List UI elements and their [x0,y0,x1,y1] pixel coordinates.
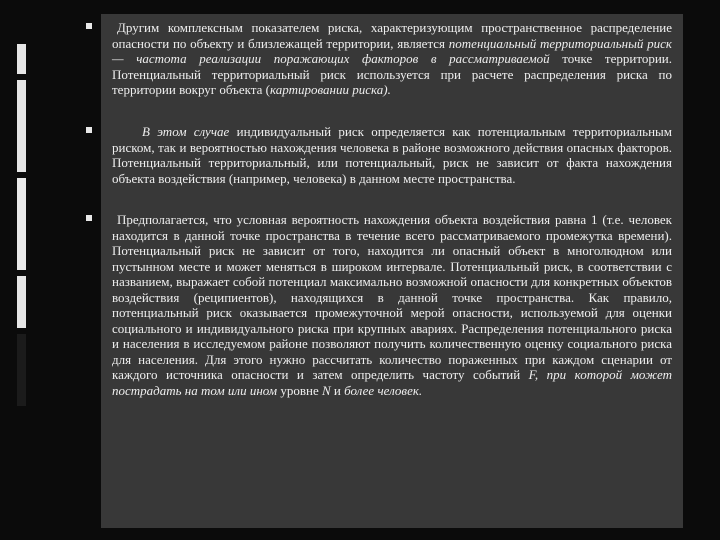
paragraph-3-run: F, при которой может пострадать на том или ином [112,367,673,398]
bullet-square-icon [86,127,92,133]
paragraph-2 [112,124,672,186]
paragraph-1-run: потенциальный территориальный риск — частота реализации поражающих факторов в рассматриваемой [112,35,672,66]
decorative-bar-top [17,44,26,74]
paragraph-2-run: В этом случае [142,124,230,139]
decorative-bar-fourth [17,276,26,328]
paragraph-1 [112,20,672,98]
paragraph-2-run: индивидуальный риск определяется как потенциальным территориальным риском, так и вероятностью нахождения человека в районе возможного действия опасных факторов. Потенциальный территориальный, или потенциальный, риск не зависит от факта нахождения объекта воздействия (например, человека) в данном месте пространства. [112,124,673,186]
paragraph-3-run: и [330,382,345,398]
paragraph-3-run: N [321,382,331,398]
paragraph-3-run: более человек. [344,382,423,398]
paragraph-3 [112,212,672,398]
paragraph-3-run: Предполагается, что условная вероятность нахождения объекта воздействия равна 1 (т.е. человек находится в данной точке пространства в течение всего рассматриваемого промежутка времени). Потенциальный риск не зависит от того, находится ли опасный объект в многолюдном или пустынном месте и может меняться в широком интервале. Потенциальный риск, в соответствии с названием, выражает собой потенциал максимально возможной опасности для конкретных объектов воздействия (реципиентов), находящихся в данной точке пространства. Как правило, потенциальный риск оказывается промежуточной мерой опасности, используемой для оценки социального и индивидуального риска при крупных авариях. Распределения потенциального риска и населения в исследуемом районе позволяют получить количественную оценку социального риска для населения. Для этого нужно рассчитать количество пораженных при каждом сценарии от каждого источника опасности и затем определить частоту событий [112,212,672,382]
paragraph-1-run: Другим комплексным показателем риска, характеризующим пространственное распределение опасности по объекту и близлежащей территории, является [112,20,672,51]
bullet-square-icon [86,215,92,221]
paragraph-1-run: картировании риска). [269,82,391,97]
bullet-square-icon [86,23,92,29]
paragraph-3-run: уровне [277,382,322,398]
decorative-bar-second [17,80,26,172]
paragraph-1-run: точке территории. Потенциальный территориальный риск используется при расчете распределения риска по территории вокруг объекта ( [112,51,672,97]
decorative-bar-third [17,178,26,270]
decorative-bar-bottom [17,334,26,406]
